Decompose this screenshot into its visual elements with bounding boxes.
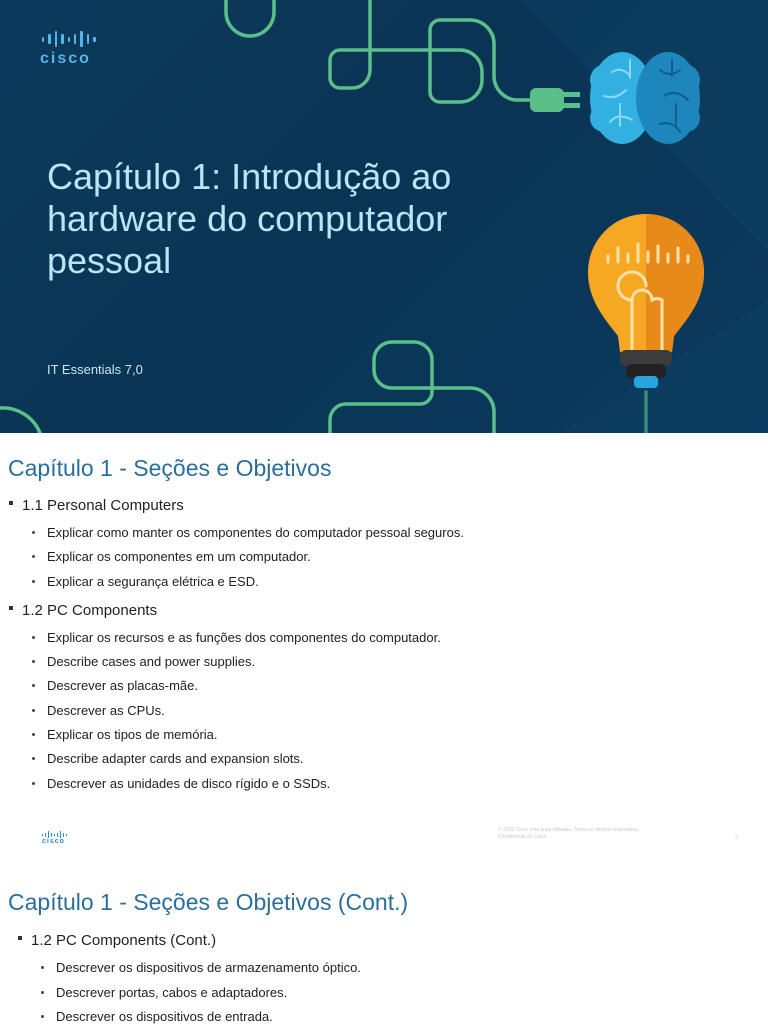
list-item: Descrever as unidades de disco rígido e o SSDs. bbox=[8, 772, 748, 796]
section-heading bbox=[8, 495, 748, 517]
section-items bbox=[17, 956, 757, 1024]
plug-icon bbox=[530, 88, 580, 112]
section-heading-text: 1.1 Personal Computers bbox=[22, 497, 184, 514]
footer-cisco-logo-icon bbox=[42, 831, 72, 849]
list-item: Explicar os tipos de memória. bbox=[8, 723, 748, 747]
course-subtitle: IT Essentials 7,0 bbox=[47, 362, 143, 377]
slide-sections-objectives bbox=[0, 433, 768, 863]
section-heading-text: 1.2 PC Components bbox=[22, 601, 158, 619]
dot-bullet-icon bbox=[32, 580, 35, 583]
list-item: Explicar a segurança elétrica e ESD. bbox=[8, 570, 748, 594]
section-items bbox=[8, 626, 748, 796]
square-bullet-icon bbox=[9, 606, 13, 610]
dot-bullet-icon bbox=[32, 782, 35, 785]
list-item: Explicar como manter os componentes do computador pessoal seguros. bbox=[8, 521, 748, 545]
footer-copyright: © 2016 Cisco e/ou suas afiliadas. Todos os direitos reservados. Confidencial da Cisco bbox=[498, 827, 639, 840]
list-item: Describe adapter cards and expansion slots. bbox=[8, 747, 748, 771]
cisco-logo-icon bbox=[40, 30, 112, 72]
square-bullet-icon bbox=[9, 501, 13, 505]
list-item: Explicar os componentes em um computador. bbox=[8, 545, 748, 569]
slide-title: Capítulo 1 - Seções e Objetivos (Cont.) bbox=[8, 889, 409, 915]
section-items bbox=[8, 521, 748, 594]
title-slide bbox=[0, 0, 768, 433]
section-heading bbox=[8, 600, 748, 622]
dot-bullet-icon bbox=[32, 733, 35, 736]
section-heading bbox=[17, 930, 757, 952]
presentation-title: Capítulo 1: Introdução ao hardware do computador pessoal bbox=[47, 156, 452, 281]
list-item: Explicar os recursos e as funções dos componentes do computador. bbox=[8, 626, 748, 650]
square-bullet-icon bbox=[18, 936, 22, 940]
dot-bullet-icon bbox=[32, 684, 35, 687]
dot-bullet-icon bbox=[32, 757, 35, 760]
objectives-outline bbox=[8, 495, 748, 802]
dot-bullet-icon bbox=[32, 709, 35, 712]
objectives-outline bbox=[17, 930, 757, 1024]
list-item: Descrever as CPUs. bbox=[8, 699, 748, 723]
list-item: Descrever as placas-mãe. bbox=[8, 674, 748, 698]
dot-bullet-icon bbox=[41, 991, 44, 994]
footer-logo-text: cisco bbox=[42, 838, 65, 845]
slide-title: Capítulo 1 - Seções e Objetivos bbox=[8, 455, 332, 481]
slide-sections-objectives-cont bbox=[0, 863, 768, 1024]
dot-bullet-icon bbox=[41, 966, 44, 969]
section-heading-text: 1.2 PC Components (Cont.) bbox=[31, 932, 217, 949]
dot-bullet-icon bbox=[41, 1015, 44, 1018]
dot-bullet-icon bbox=[32, 531, 35, 534]
cisco-logo-text: cisco bbox=[40, 50, 91, 67]
list-item: Descrever os dispositivos de armazenamento óptico. bbox=[17, 956, 757, 981]
list-item: Describe cases and power supplies. bbox=[8, 650, 748, 674]
page-number: 2 bbox=[735, 835, 738, 841]
list-item: Descrever portas, cabos e adaptadores. bbox=[17, 981, 757, 1006]
list-item: Descrever os dispositivos de entrada. bbox=[17, 1005, 757, 1024]
dot-bullet-icon bbox=[32, 555, 35, 558]
dot-bullet-icon bbox=[32, 636, 35, 639]
dot-bullet-icon bbox=[32, 660, 35, 663]
